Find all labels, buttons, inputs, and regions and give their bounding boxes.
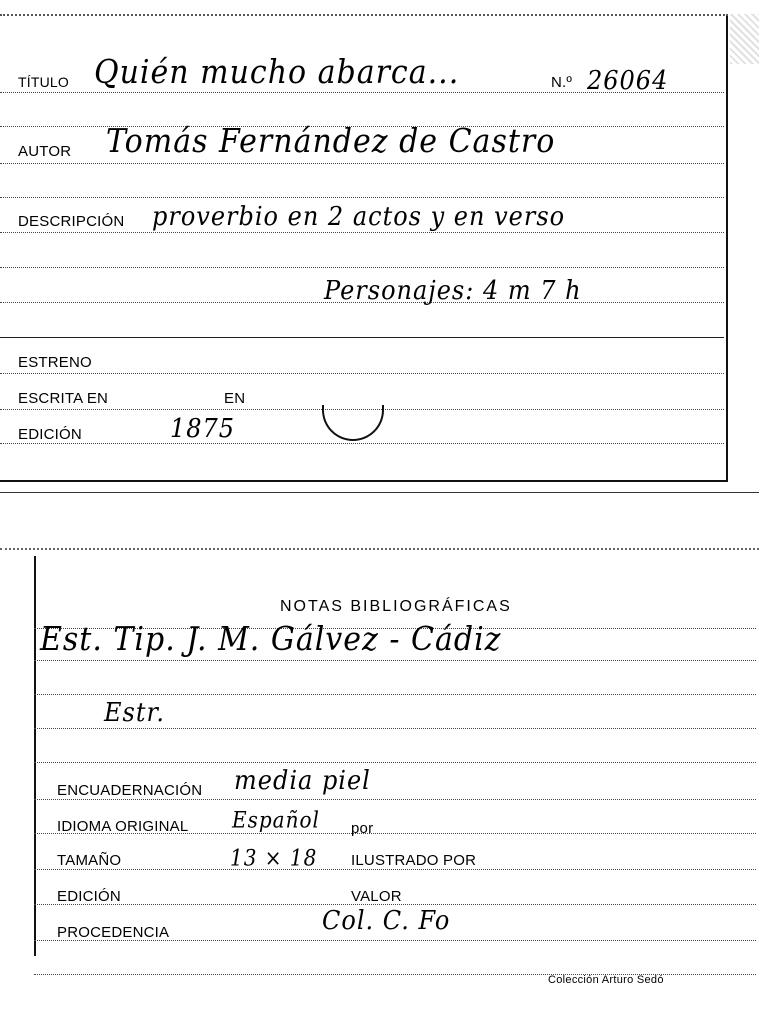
por-label: por — [351, 820, 374, 837]
numero-label: N.º — [551, 74, 573, 91]
note-line-2: Estr. — [104, 696, 165, 728]
idioma-original-value: Español — [232, 806, 320, 834]
ruled-line — [34, 762, 756, 763]
descripcion-value: proverbio en 2 actos y en verso — [152, 200, 566, 232]
ruled-line — [34, 660, 756, 661]
card-top-border — [0, 14, 728, 16]
edicion-value: 1875 — [170, 412, 236, 444]
note-line-1: Est. Tip. J. M. Gálvez - Cádiz — [40, 620, 502, 659]
ruled-line — [0, 267, 724, 268]
edicion-label: EDICIÓN — [18, 426, 82, 443]
ruled-line — [0, 197, 724, 198]
card-bottom-edge — [0, 480, 726, 482]
en-label: EN — [224, 390, 246, 407]
autor-label: AUTOR — [18, 143, 72, 160]
estreno-label: ESTRENO — [18, 354, 92, 371]
tamano-value: 13 × 18 — [230, 844, 318, 872]
ruled-line — [0, 163, 724, 164]
ruled-line — [0, 337, 724, 338]
ruled-line — [34, 728, 756, 729]
encuadernacion-value: media piel — [234, 764, 371, 796]
tamano-label: TAMAÑO — [57, 852, 122, 869]
titulo-value: Quién mucho abarca... — [94, 53, 460, 92]
encuadernacion-label: ENCUADERNACIÓN — [57, 782, 203, 799]
ruled-line — [34, 694, 756, 695]
titulo-label: TÍTULO — [18, 74, 69, 90]
card-corner-speckle — [730, 14, 759, 64]
escrita-en-label: ESCRITA EN — [18, 390, 109, 407]
card-left-edge — [34, 556, 36, 956]
ilustrado-por-label: ILUSTRADO POR — [351, 852, 477, 869]
edicion-label-back: EDICIÓN — [57, 888, 121, 905]
ruled-line — [0, 232, 724, 233]
handwritten-bracket-mark — [322, 405, 384, 441]
ruled-line — [34, 869, 756, 870]
ruled-line — [0, 373, 724, 374]
personajes-value: Personajes: 4 m 7 h — [324, 274, 582, 306]
descripcion-label: DESCRIPCIÓN — [18, 213, 125, 230]
collection-footer: Colección Arturo Sedó — [548, 974, 664, 986]
valor-label: VALOR — [351, 888, 402, 905]
catalog-card-front — [0, 0, 759, 495]
numero-value: 26064 — [587, 64, 669, 96]
notas-heading: NOTAS BIBLIOGRÁFICAS — [280, 598, 512, 615]
catalog-card-back — [0, 540, 759, 1028]
ruled-line — [0, 443, 724, 444]
procedencia-label: PROCEDENCIA — [57, 924, 170, 941]
idioma-original-label: IDIOMA ORIGINAL — [57, 818, 189, 835]
ruled-line — [34, 799, 756, 800]
procedencia-value: Col. C. Fo — [322, 904, 451, 936]
card-cut-line — [0, 492, 759, 493]
card-right-edge — [726, 16, 728, 482]
card-top-border — [0, 548, 759, 550]
autor-value: Tomás Fernández de Castro — [106, 122, 556, 161]
